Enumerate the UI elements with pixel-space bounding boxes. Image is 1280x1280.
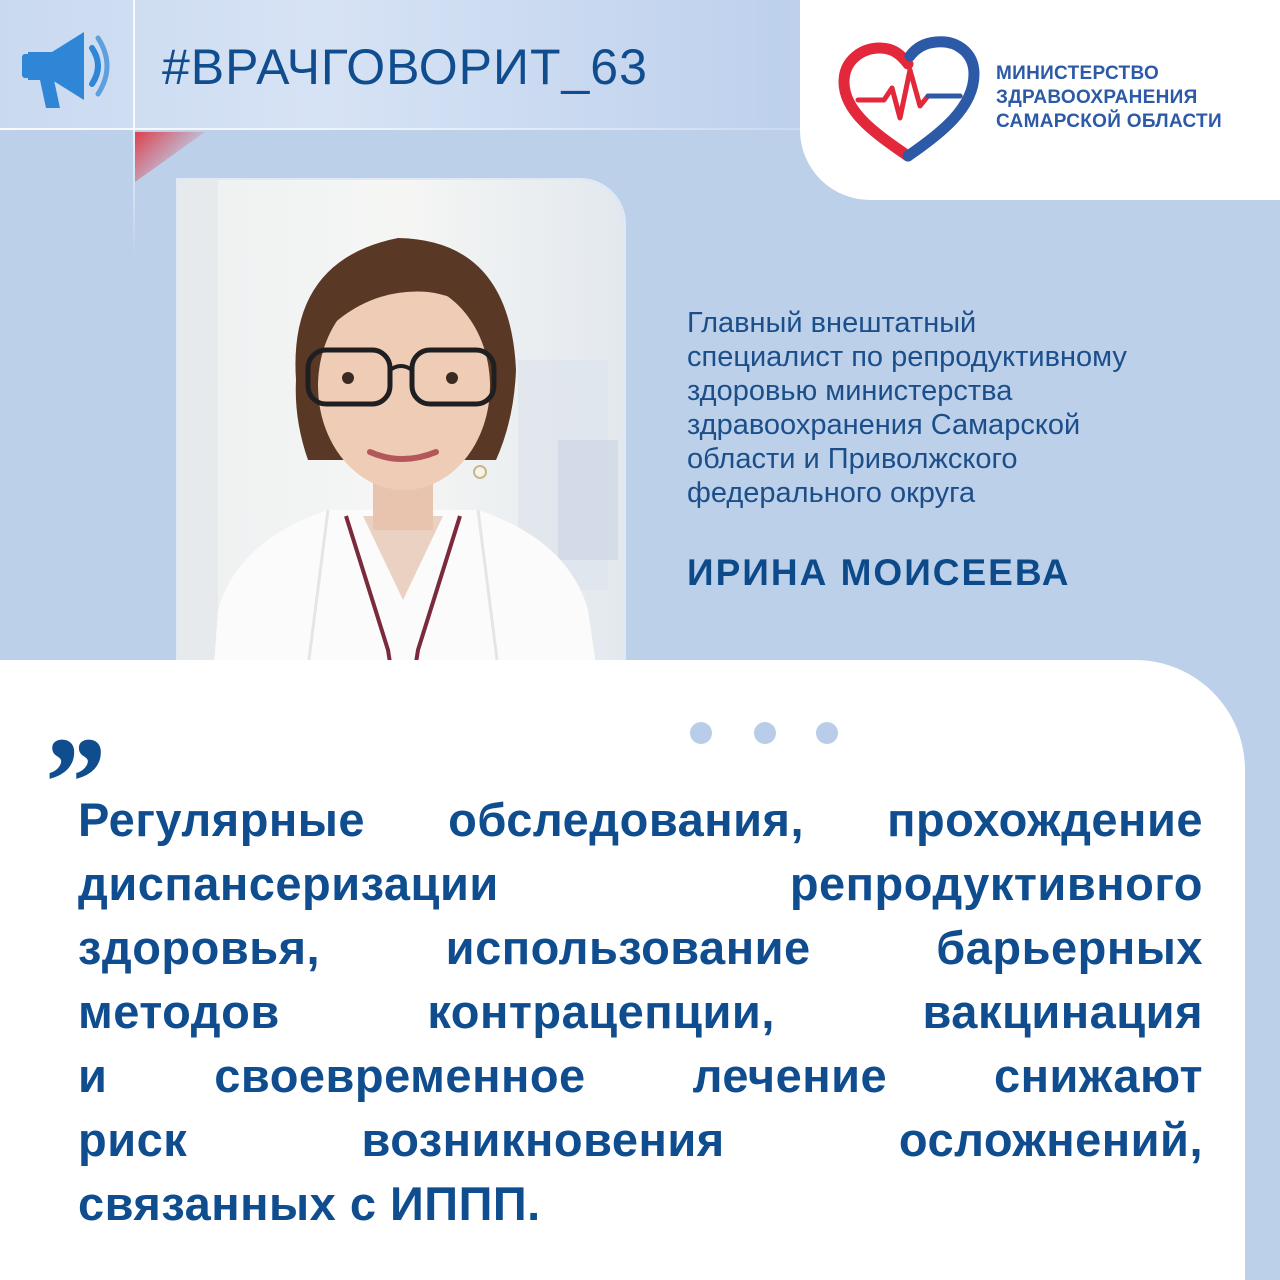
doctor-position — [687, 306, 1247, 510]
quote-word: осложнений, — [898, 1113, 1203, 1166]
doctor-position-line: Главный внештатный — [687, 307, 977, 339]
heart-pulse-logo-icon — [836, 34, 982, 164]
quote-word: использование — [445, 921, 811, 974]
doctor-position-line: здоровью министерства — [687, 375, 1013, 407]
quote-line — [78, 1044, 1203, 1108]
ministry-name-line: МИНИСТЕРСТВО — [996, 63, 1160, 84]
quote-word: барьерных — [936, 921, 1203, 974]
quote-line — [78, 1172, 1203, 1236]
quote-word: связанных с ИППП. — [78, 1177, 541, 1230]
doctor-position-line: области и Приволжского — [687, 443, 1018, 475]
dot — [816, 722, 838, 744]
header-divider-fade — [133, 130, 135, 260]
quote-word: риск — [78, 1113, 188, 1166]
doctor-position-line: здравоохранения Самарской — [687, 409, 1081, 441]
doctor-name: ИРИНА МОИСЕЕВА — [687, 552, 1071, 593]
quote-word: и — [78, 1049, 108, 1102]
quote-word: диспансеризации — [78, 857, 499, 910]
quote-line — [78, 852, 1203, 916]
quote-word: контрацепции, — [427, 985, 775, 1038]
ministry-name-line: САМАРСКОЙ ОБЛАСТИ — [996, 111, 1222, 132]
ministry-name — [996, 62, 1222, 134]
quote-word: прохождение — [887, 793, 1203, 846]
quote-word: Регулярные — [78, 793, 366, 846]
quote-line — [78, 1108, 1203, 1172]
doctor-position-line: федерального округа — [687, 477, 976, 509]
ellipsis-dots-icon — [690, 722, 850, 748]
quote-word: лечение — [692, 1049, 888, 1102]
quote-mark-icon: ” — [38, 711, 103, 855]
dot — [754, 722, 776, 744]
quote-word: снижают — [994, 1049, 1203, 1102]
quote-text — [78, 788, 1203, 1236]
ministry-logo-card — [800, 0, 1280, 200]
quote-word: вакцинация — [922, 985, 1203, 1038]
quote-word: методов — [78, 985, 280, 1038]
quote-word: здоровья, — [78, 921, 321, 974]
quote-line — [78, 980, 1203, 1044]
dot — [690, 722, 712, 744]
doctor-position-line: специалист по репродуктивному — [687, 341, 1127, 373]
megaphone-icon — [18, 18, 114, 114]
hashtag-title: #ВРАЧГОВОРИТ_63 — [162, 39, 648, 95]
ministry-name-line: ЗДРАВООХРАНЕНИЯ — [996, 87, 1198, 108]
quote-line — [78, 916, 1203, 980]
quote-line — [78, 788, 1203, 852]
header-divider — [133, 0, 135, 130]
quote-word: обследования, — [448, 793, 804, 846]
quote-word: репродуктивного — [789, 857, 1203, 910]
quote-word: своевременное — [214, 1049, 586, 1102]
red-accent-shape — [135, 132, 205, 182]
quote-word: возникновения — [361, 1113, 725, 1166]
